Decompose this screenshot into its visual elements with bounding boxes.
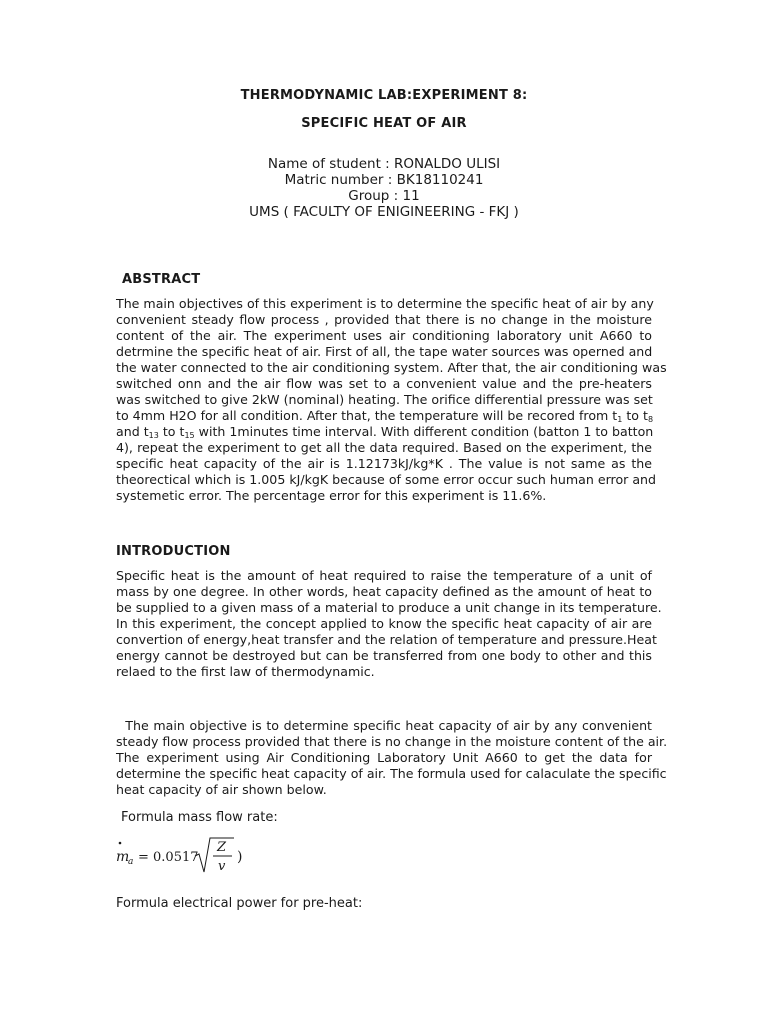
- abstract-line: The main objectives of this experiment is to determine the specific heat of air by any: [116, 296, 654, 311]
- intro-line: relaed to the first law of thermodynamic.: [116, 664, 375, 679]
- introduction-paragraph: [116, 568, 662, 680]
- intro2-line: The main objective is to determine specific heat capacity of air by any convenient: [116, 718, 652, 733]
- abstract-line: specific heat capacity of the air is 1.12173kJ/kg*K . The value is not same as the: [116, 456, 652, 471]
- abstract-line-text: to 4mm H2O for all condition. After that, the temperature will be recored from t: [116, 408, 618, 423]
- abstract-line-text: to t: [626, 408, 648, 423]
- formula-mass-label: Formula mass flow rate:: [121, 810, 278, 825]
- introduction-paragraph-2: [116, 718, 668, 798]
- abstract-line: theorectical which is 1.005 kJ/kgK because of some error occur such human error and: [116, 472, 657, 487]
- intro-line: be supplied to a given mass of a material to produce a unit change in its temperature.: [116, 600, 662, 615]
- abstract-line: systemetic error. The percentage error for this experiment is 11.6%.: [116, 488, 547, 503]
- abstract-line: content of the air. The experiment uses air conditioning laboratory unit A660 to: [116, 328, 652, 343]
- abstract-paragraph: [116, 296, 667, 504]
- sqrt-sign: [195, 838, 234, 872]
- abstract-line: 4), repeat the experiment to get all the data required. Based on the experiment, the: [116, 440, 652, 455]
- subscript: 15: [184, 431, 195, 440]
- formula-lhs-subscript: a: [128, 857, 134, 867]
- mass-flow-formula: [114, 834, 254, 878]
- abstract-line-with-subscripts: [116, 424, 652, 440]
- abstract-line: convenient steady flow process , provided that there is no change in the moisture: [116, 312, 652, 327]
- abstract-line: the water connected to the air conditioning system. After that, the air conditioning was: [116, 360, 667, 375]
- abstract-line-with-subscripts: [116, 408, 652, 424]
- student-name: Name of student : RONALDO ULISI: [267, 156, 501, 172]
- document-subtitle: SPECIFIC HEAT OF AIR: [301, 116, 467, 131]
- intro-line: Specific heat is the amount of heat required to raise the temperature of a unit of: [116, 568, 652, 583]
- subscript: 8: [647, 415, 654, 424]
- formula-lhs: m: [116, 849, 130, 865]
- formula-numerator: Z: [217, 840, 227, 855]
- abstract-line-text: and t: [116, 424, 149, 439]
- formula-denominator: v: [218, 859, 226, 874]
- abstract-line: switched onn and the air flow was set to a convenient value and the pre-heaters: [116, 376, 652, 391]
- formula-constant: = 0.0517: [138, 850, 199, 865]
- subscript: 13: [148, 431, 159, 440]
- abstract-line-text: to t: [162, 424, 185, 439]
- introduction-heading: INTRODUCTION: [116, 544, 231, 559]
- formula-power-label: Formula electrical power for pre-heat:: [116, 896, 363, 911]
- matric-number: Matric number : BK18110241: [284, 172, 484, 188]
- intro-line: In this experiment, the concept applied to know the specific heat capacity of air are: [116, 616, 652, 631]
- intro2-line: steady flow process provided that there is no change in the moisture content of the air.: [116, 734, 668, 749]
- document-title: THERMODYNAMIC LAB:EXPERIMENT 8:: [240, 88, 528, 103]
- abstract-heading: ABSTRACT: [122, 272, 201, 287]
- abstract-line-text: with 1minutes time interval. With different condition (batton 1 to batton: [198, 424, 654, 439]
- intro2-line: determine the specific heat capacity of air. The formula used for calaculate the specific: [116, 766, 667, 781]
- subscript: 1: [617, 415, 623, 424]
- intro-line: convertion of energy,heat transfer and the relation of temperature and pressure.Heat: [116, 632, 657, 647]
- intro2-line: The experiment using Air Conditioning Laboratory Unit A660 to get the data for: [116, 750, 652, 765]
- intro-line: energy cannot be destroyed but can be transferred from one body to other and this: [116, 648, 652, 663]
- dot-accent: [119, 842, 122, 845]
- abstract-line: was switched to give 2kW (nominal) heating. The orifice differential pressure was set: [116, 392, 653, 407]
- abstract-line: detrmine the specific heat of air. First of all, the tape water sources was operned and: [116, 344, 653, 359]
- intro2-line: heat capacity of air shown below.: [116, 782, 327, 797]
- intro-line: mass by one degree. In other words, heat capacity defined as the amount of heat to: [116, 584, 652, 599]
- group-number: Group : 11: [348, 188, 420, 204]
- faculty: UMS ( FACULTY OF ENIGINEERING - FKJ ): [249, 204, 519, 220]
- formula-close-paren: ): [237, 849, 243, 865]
